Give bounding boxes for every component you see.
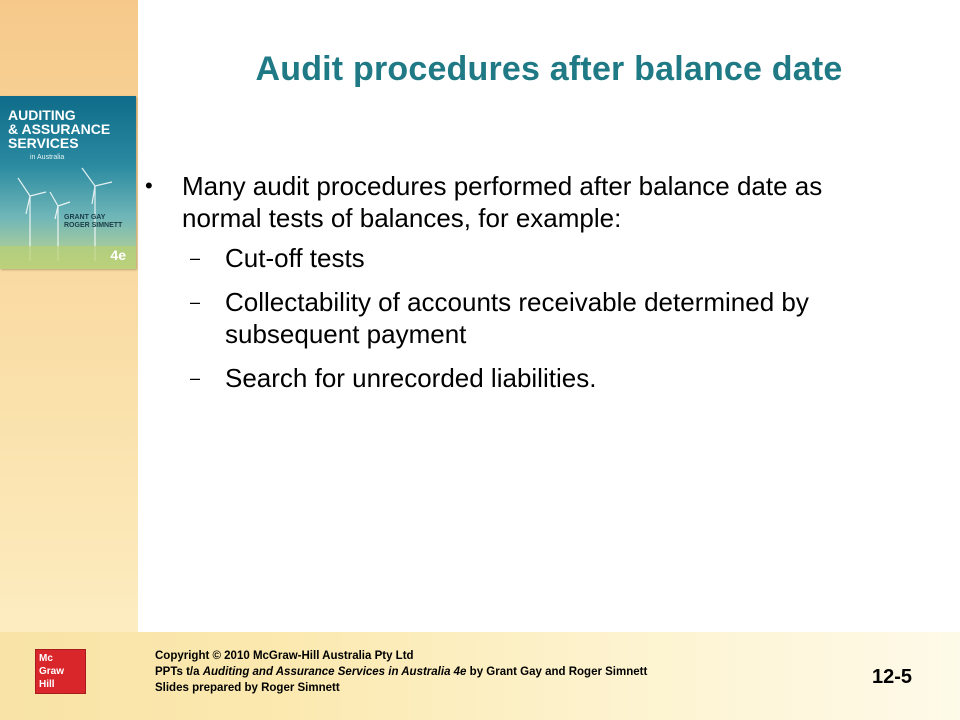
dash-marker: – [190,292,201,312]
sub-bullet-text: Search for unrecorded liabilities. [225,363,597,393]
ppts-line: PPTs t/a Auditing and Assurance Services in Australia 4e by Grant Gay and Roger Simnett [155,666,648,678]
book-cover-image [0,96,136,269]
slide-number: 12-5 [871,666,912,688]
dash-marker: – [190,368,201,388]
sub-bullet [145,362,905,394]
book-cover-subtitle: in Australia [30,154,65,161]
sub-bullet-text: Cut-off tests [225,243,365,273]
book-cover-title: AUDITING & ASSURANCE SERVICES [8,107,111,151]
book-cover-edition: 4e [110,247,126,263]
main-bullet-text: Many audit procedures performed after balance date as normal tests of balances, for example: [182,171,823,233]
sub-bullet [145,242,905,274]
main-bullet [145,170,905,234]
copyright-notice [155,648,647,696]
sub-bullet-text: Collectability of accounts receivable determined by subsequent payment [225,287,809,349]
dash-marker: – [190,248,201,268]
copyright-line: Copyright © 2010 McGraw-Hill Australia Pty Ltd [155,650,414,662]
slide-content [145,170,905,406]
sub-bullet-list [145,242,905,394]
slide-title: Audit procedures after balance date [255,50,843,88]
prepared-by-line: Slides prepared by Roger Simnett [155,682,340,694]
book-cover-authors: GRANT GAY ROGER SIMNETT [64,214,123,229]
sub-bullet [145,286,905,350]
bullet-marker: • [145,173,153,198]
mcgraw-hill-logo: Mc Graw Hill [35,649,86,694]
